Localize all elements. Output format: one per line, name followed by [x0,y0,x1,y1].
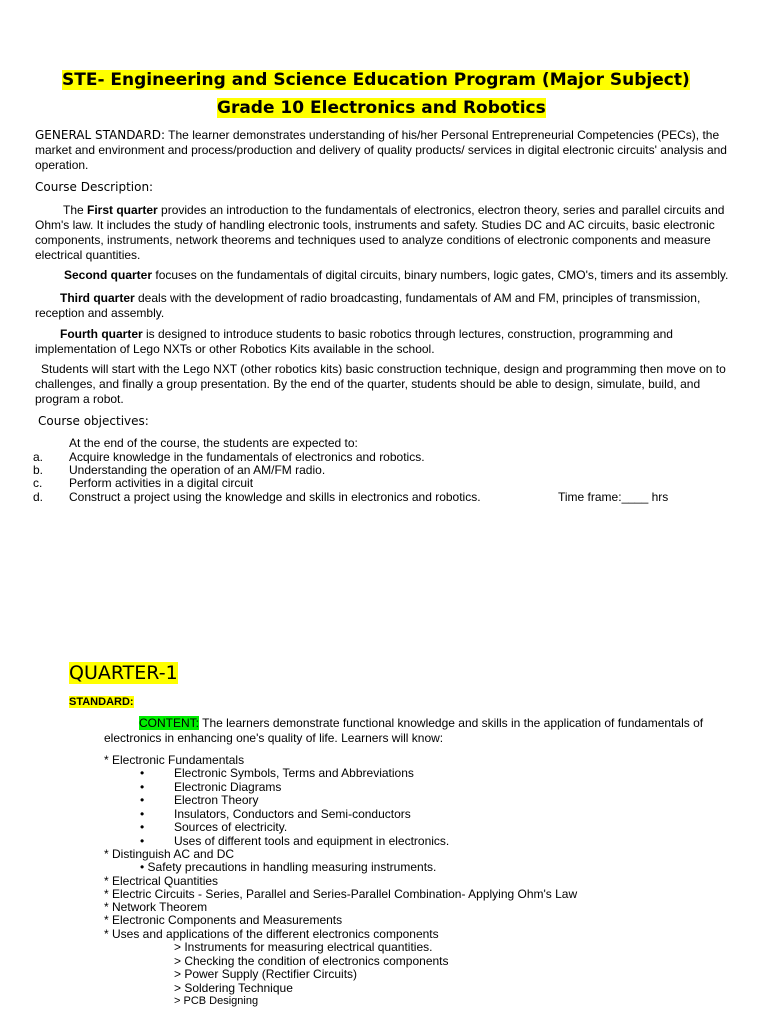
topic-item: * Electronic Components and Measurements [104,913,343,927]
objective-b: Understanding the operation of an AM/FM radio. [69,463,326,477]
second-quarter-desc [35,268,735,283]
objective-d: Construct a project using the knowledge and skills in electronics and robotics. [69,490,481,504]
topic-item: * Electrical Quantities [104,874,219,888]
fundamentals-item: Sources of electricity. [174,820,288,834]
fundamentals-item: Insulators, Conductors and Semi-conductors [174,807,411,821]
quarter1-highlight: QUARTER-1 [69,662,178,684]
fundamentals-item: Electronic Diagrams [174,780,282,794]
general-standard-text: The learner demonstrates understanding of his/her Personal Entrepreneurial Competencies (PECs), the market and environment and process/production and delivery of quality products/ services in digital electronic circuits' analysis and operation. [35,128,727,172]
objective-letter-c: c. [33,476,43,490]
bullet-icon: • [140,807,145,821]
sub-item: > Instruments for measuring electrical quantities. [174,940,433,954]
first-quarter-pre: The [63,203,88,217]
sub-item: > Soldering Technique [174,981,293,995]
content-line2: electronics in enhancing one's quality of life. Learners will know: [104,731,444,745]
quarter1-heading [69,662,178,684]
bullet-icon: • [140,780,145,794]
objectives-intro: At the end of the course, the students are expected to: [69,436,358,450]
second-quarter-label: Second quarter [64,268,153,282]
standard-highlight: STANDARD: [69,696,134,708]
bullet-icon: • [140,793,145,807]
first-quarter-text: provides an introduction to the fundamentals of electronics, electron theory, series and parallel circuits and Ohm's law. It includes the study of handling electronic tools, instruments and safety. Studies DC and AC circuits, basic electronic components, instruments, network theorems and techniques used to analyze conditions of electronic components and measure electrical quantities. [35,203,725,262]
fundamentals-item: Uses of different tools and equipment in electronics. [174,834,450,848]
bullet-icon: • [140,834,145,848]
fundamentals-item: Electronic Symbols, Terms and Abbreviations [174,766,414,780]
content-text-1: The learners demonstrate functional knowledge and skills in the application of fundamentals of [199,716,704,730]
fundamentals-item: Electron Theory [174,793,259,807]
second-quarter-text: focuses on the fundamentals of digital circuits, binary numbers, logic gates, CMO's, timers and its assembly. [152,268,729,282]
objective-letter-b: b. [33,463,44,477]
bullet-icon: • [140,820,145,834]
distinguish-ac-dc: * Distinguish AC and DC [104,847,235,861]
fourth-quarter-desc [35,327,735,357]
objective-letter-a: a. [33,450,44,464]
sub-item: > PCB Designing [174,995,259,1007]
sub-item: > Checking the condition of electronics components [174,954,449,968]
first-quarter-label: First quarter [87,203,158,217]
course-description-heading: Course Description: [35,180,154,194]
bullet-icon: • [140,766,145,780]
sub-item: > Power Supply (Rectifier Circuits) [174,967,358,981]
page-title-line2 [217,98,546,118]
third-quarter-label: Third quarter [60,291,135,305]
topic-item: * Uses and applications of the different electronics components [104,927,439,941]
content-line1 [139,717,703,731]
third-quarter-text: deals with the development of radio broadcasting, fundamentals of AM and FM, principles of transmission, reception and assembly. [35,291,701,320]
objective-letter-d: d. [33,490,44,504]
topic-item: * Network Theorem [104,900,208,914]
general-standard-label: GENERAL STANDARD: [35,128,166,142]
lego-paragraph: Students will start with the Lego NXT (other robotics kits) basic construction technique, design and programming then move on to challenges, and finally a group presentation. By the end of the quarter, students should be able to design, simulate, build, and program a robot. [35,362,726,406]
objective-a: Acquire knowledge in the fundamentals of electronics and robotics. [69,450,425,464]
fourth-quarter-text: is designed to introduce students to basic robotics through lectures, construction, programming and implementation of Lego NXTs or other Robotics Kits available in the school. [35,327,673,356]
fourth-quarter-label: Fourth quarter [60,327,143,341]
topic-item: * Electric Circuits - Series, Parallel and Series-Parallel Combination- Applying Ohm's Law [104,887,578,901]
page-title-line1 [62,70,690,90]
content-label: CONTENT: [139,716,199,730]
time-frame: Time frame:____ hrs [558,490,669,504]
third-quarter-desc [35,291,735,321]
title-highlight: STE- Engineering and Science Education Program (Major Subject) [62,70,690,90]
first-quarter-desc [35,203,735,263]
electronic-fundamentals: * Electronic Fundamentals [104,753,245,767]
course-objectives-heading: Course objectives: [38,414,149,428]
subtitle-highlight: Grade 10 Electronics and Robotics [217,98,546,118]
safety-precautions: • Safety precautions in handling measuring instruments. [140,860,437,874]
objective-c: Perform activities in a digital circuit [69,476,254,490]
standard-label [69,696,134,710]
general-standard [35,128,735,173]
